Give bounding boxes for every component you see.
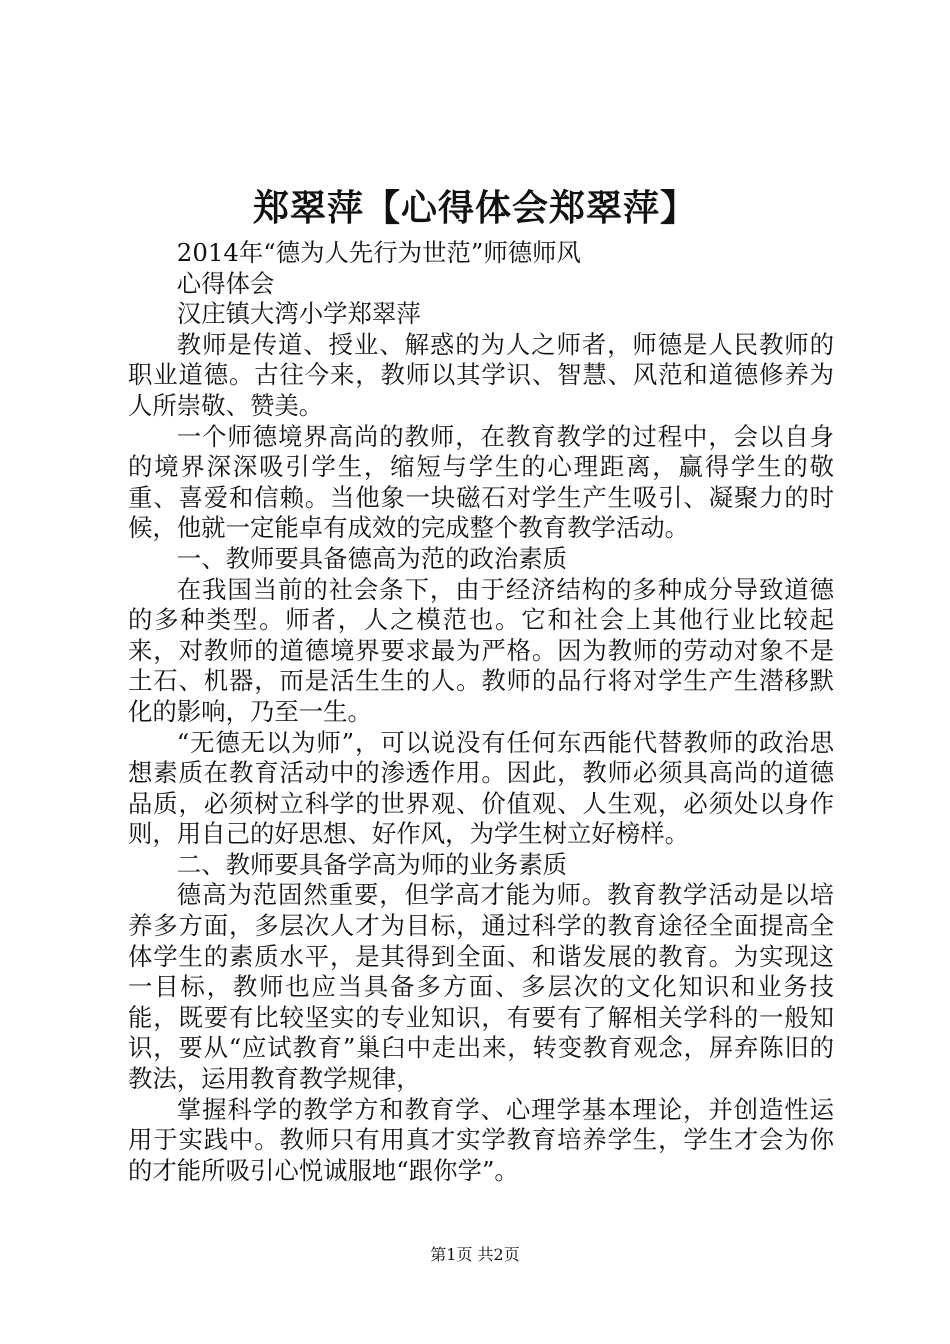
- document-body: [128, 238, 834, 1186]
- paragraph-body: 德高为范固然重要，但学高才能为师。教育教学活动是以培养多方面，多层次人才为目标，通过科学的教育途径全面提高全体学生的素质水平，是其得到全面、和谐发展的教育。为实现这一目标，教师也应当具备多方面、多层次的文化知识和业务技能，既要有比较坚实的专业知识，有要有了解相关学科的一般知识，要从“应试教育”巢臼中走出来，转变教育观念，屏弃陈旧的教法，运用教育教学规律，: [128, 880, 834, 1094]
- paragraph-intro: 教师是传道、授业、解惑的为人之师者，师德是人民教师的职业道德。古往今来，教师以其学识、智慧、风范和道德修养为人所崇敬、赞美。: [128, 329, 834, 420]
- section-heading-2: 二、教师要具备学高为师的业务素质: [176, 849, 568, 879]
- paragraph-body: “无德无以为师”，可以说没有任何东西能代替教师的政治思想素质在教育活动中的渗透作用。因此，教师必须具高尚的道德品质，必须树立科学的世界观、价值观、人生观，必须处以身作则，用自己的好思想、好作风，为学生树立好榜样。: [128, 727, 834, 849]
- page-number-footer: 第1页 共2页: [430, 1245, 520, 1264]
- paragraph-subtitle-line-1: 2014年“德为人先行为世范”师德师风: [176, 238, 581, 267]
- section-heading-1: 一、教师要具备德高为范的政治素质: [176, 543, 568, 573]
- paragraph-subtitle-line-2: 心得体会: [176, 268, 275, 298]
- paragraph-body: 一个师德境界高尚的教师，在教育教学的过程中，会以自身的境界深深吸引学生，缩短与学生的心理距离，赢得学生的敬重、喜爱和信赖。当他象一块磁石对学生产生吸引、凝聚力的时候，他就一定能卓有成效的完成整个教育教学活动。: [128, 421, 834, 543]
- paragraph-body: 在我国当前的社会条下，由于经济结构的多种成分导致道德的多种类型。师者，人之模范也。它和社会上其他行业比较起来，对教师的道德境界要求最为严格。因为教师的劳动对象不是土石、机器，而是活生生的人。教师的品行将对学生产生潜移默化的影响，乃至一生。: [128, 574, 834, 726]
- paragraph-body: 掌握科学的教学方和教育学、心理学基本理论，并创造性运用于实践中。教师只有用真才实学教育培养学生，学生才会为你的才能所吸引心悦诚服地“跟你学”。: [128, 1094, 834, 1185]
- paragraph-author: 汉庄镇大湾小学郑翠萍: [176, 299, 421, 329]
- document-title: 郑翠萍【心得体会郑翠萍】: [252, 188, 697, 229]
